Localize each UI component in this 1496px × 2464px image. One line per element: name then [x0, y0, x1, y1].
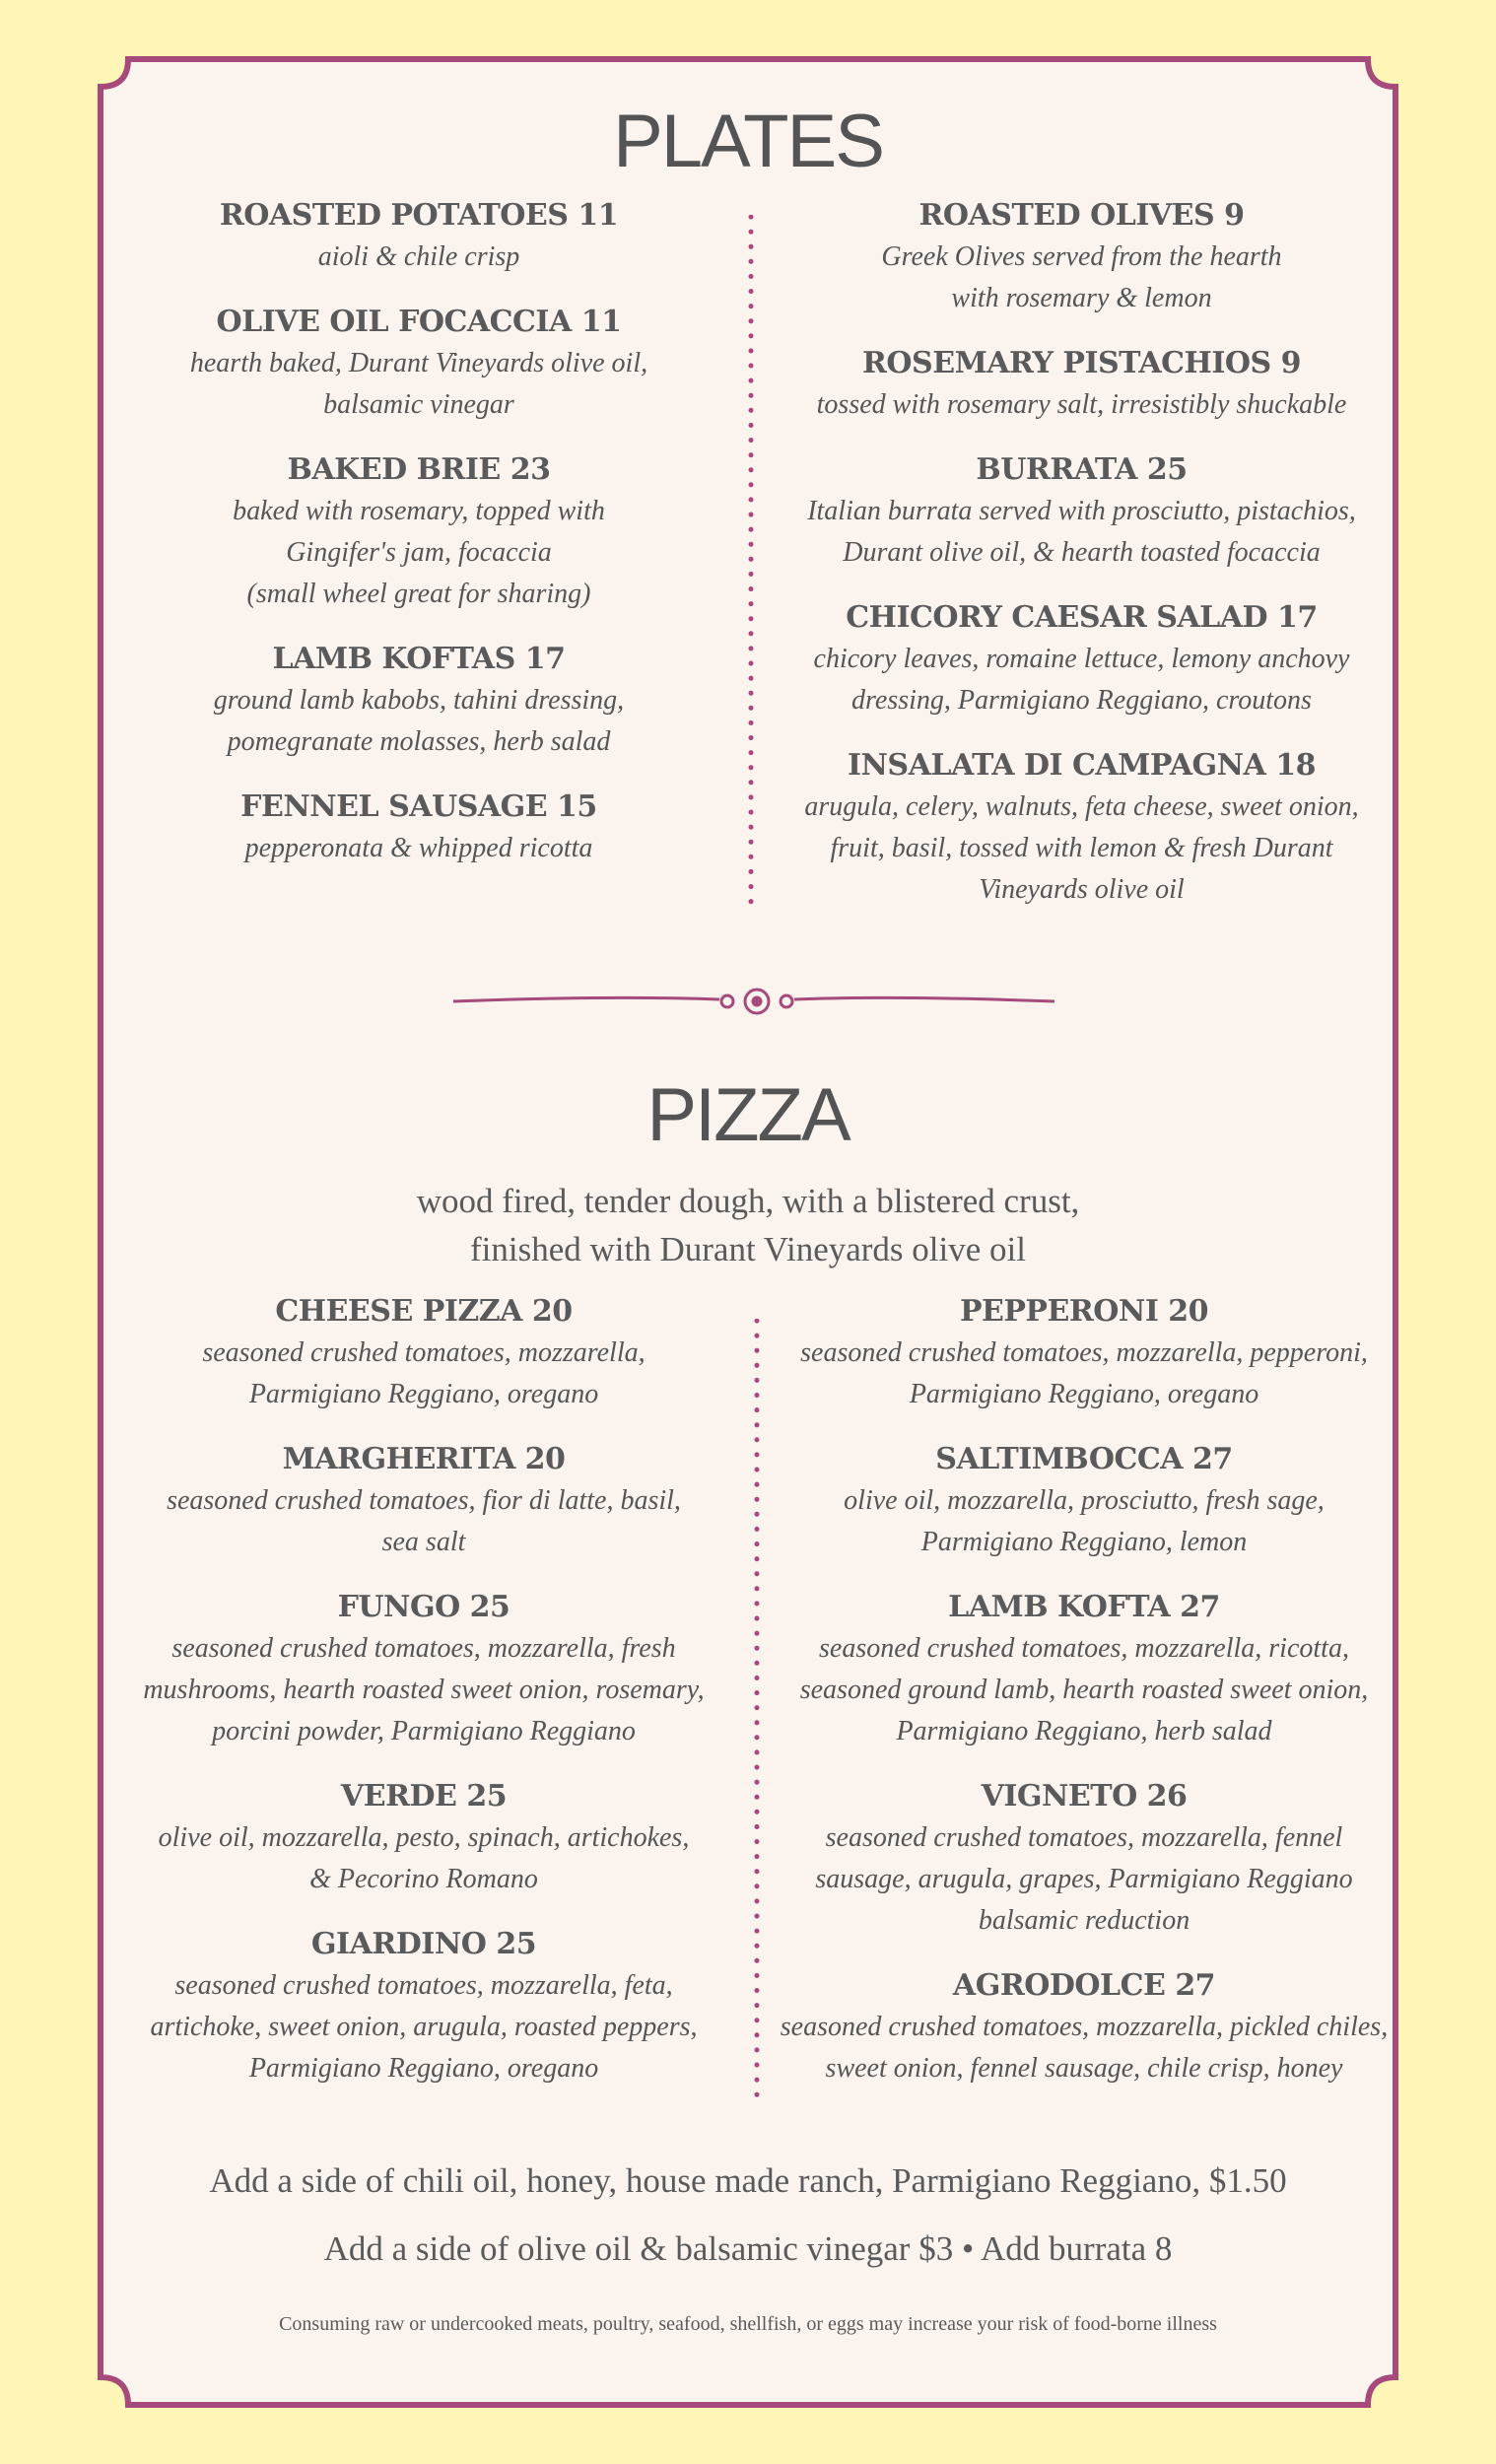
menu-item-name: PEPPERONI 20 [959, 1294, 1209, 1329]
menu-item-description [779, 787, 1385, 911]
description-line: Parmigiano Reggiano, lemon [920, 1527, 1248, 1557]
description-line: aioli & chile crisp [317, 241, 520, 272]
plates-left-column [123, 195, 714, 893]
menu-item-description [779, 237, 1385, 319]
menu-item [123, 1439, 724, 1563]
menu-item-name: BAKED BRIE 23 [287, 452, 551, 487]
description-line: seasoned crushed tomatoes, mozzarella, fresh [171, 1633, 676, 1664]
menu-item-name: ROASTED OLIVES 9 [918, 198, 1245, 233]
menu-item-description [123, 343, 714, 426]
description-line: balsamic vinegar [323, 389, 514, 420]
menu-item [123, 1924, 724, 2089]
menu-item-name: OLIVE OIL FOCACCIA 11 [216, 305, 622, 339]
menu-item-description [769, 1817, 1399, 1942]
description-line: Vineyards olive oil [979, 874, 1185, 905]
pizza-dotted-divider [751, 1319, 763, 2103]
description-line: sea salt [381, 1527, 466, 1557]
description-line: olive oil, mozzarella, prosciutto, fresh sage, [844, 1485, 1325, 1516]
menu-item-description [123, 237, 714, 278]
menu-item [779, 195, 1385, 319]
menu-item-description [769, 1480, 1399, 1563]
description-line: Parmigiano Reggiano, herb salad [896, 1716, 1272, 1746]
description-line: artichoke, sweet onion, arugula, roasted peppers, [150, 2012, 698, 2042]
description-line: Greek Olives served from the hearth [881, 241, 1282, 272]
description-line: & Pecorino Romano [309, 1864, 538, 1894]
description-line: Gingifer's jam, focaccia [286, 537, 552, 568]
menu-item [123, 639, 714, 763]
menu-item [123, 787, 714, 869]
description-line: arugula, celery, walnuts, feta cheese, sweet onion, [804, 791, 1359, 822]
menu-item [779, 745, 1385, 911]
menu-item-name: CHEESE PIZZA 20 [275, 1294, 573, 1329]
menu-item-description [123, 491, 714, 615]
description-line: dressing, Parmigiano Reggiano, croutons [851, 685, 1312, 716]
description-line: baked with rosemary, topped with [233, 496, 605, 526]
menu-item [769, 1291, 1399, 1415]
menu-item-name: ROSEMARY PISTACHIOS 9 [861, 346, 1302, 380]
menu-item-description [769, 2007, 1399, 2089]
description-line: pepperonata & whipped ricotta [244, 833, 593, 863]
description-line: porcini powder, Parmigiano Reggiano [212, 1716, 636, 1746]
description-line: seasoned ground lamb, hearth roasted sweet onion, [799, 1675, 1369, 1705]
description-line: Parmigiano Reggiano, oregano [248, 2053, 599, 2084]
description-line: seasoned crushed tomatoes, fior di latte, basil, [167, 1485, 681, 1516]
menu-item-description [123, 828, 714, 869]
pizza-right-column [769, 1291, 1399, 2113]
description-line: Italian burrata served with prosciutto, pistachios, [807, 496, 1356, 526]
menu-item-description [123, 1333, 724, 1415]
pizza-subtitle-line: wood fired, tender dough, with a blistered crust, [416, 1182, 1080, 1220]
pizza-subtitle-line: finished with Durant Vineyards olive oil [470, 1230, 1026, 1268]
description-line: sweet onion, fennel sausage, chile crisp, honey [825, 2053, 1343, 2084]
menu-item-description [779, 384, 1385, 426]
menu-item [123, 302, 714, 426]
menu-item [769, 1587, 1399, 1752]
description-line: tossed with rosemary salt, irresistibly shuckable [816, 389, 1347, 420]
menu-item [779, 449, 1385, 574]
menu-item-name: VIGNETO 26 [981, 1779, 1188, 1814]
pizza-subtitle [0, 1177, 1496, 1273]
menu-item-name: VERDE 25 [340, 1779, 508, 1814]
olive-oil-addon-line: Add a side of olive oil & balsamic vinegar $3 • Add burrata 8 [323, 2229, 1173, 2268]
menu-item-description [123, 1628, 724, 1752]
description-line: seasoned crushed tomatoes, mozzarella, pickled chiles, [780, 2012, 1389, 2042]
description-line: hearth baked, Durant Vineyards olive oil, [189, 348, 648, 378]
menu-item [123, 449, 714, 615]
description-line: pomegranate molasses, herb salad [227, 726, 611, 757]
menu-item-name: CHICORY CAESAR SALAD 17 [846, 600, 1318, 635]
description-line: olive oil, mozzarella, pesto, spinach, artichokes, [158, 1822, 690, 1853]
menu-item-name: LAMB KOFTAS 17 [272, 642, 566, 676]
description-line: fruit, basil, tossed with lemon & fresh Durant [830, 833, 1333, 863]
menu-item-description [769, 1628, 1399, 1752]
description-line: Parmigiano Reggiano, oregano [248, 1379, 599, 1409]
description-line: (small wheel great for sharing) [246, 579, 591, 609]
menu-item-name: INSALATA DI CAMPAGNA 18 [847, 748, 1317, 783]
menu-item-description [123, 680, 714, 763]
menu-item-name: LAMB KOFTA 27 [948, 1590, 1220, 1624]
menu-item [123, 1291, 724, 1415]
menu-item [123, 1776, 724, 1900]
menu-item-description [123, 1965, 724, 2089]
pizza-left-column [123, 1291, 724, 2113]
description-line: ground lamb kabobs, tahini dressing, [213, 685, 625, 716]
description-line: Durant olive oil, & hearth toasted focaccia [843, 537, 1321, 568]
menu-item-description [779, 491, 1385, 574]
side-addon-line: Add a side of chili oil, honey, house made ranch, Parmigiano Reggiano, $1.50 [209, 2161, 1287, 2200]
menu-item [769, 1965, 1399, 2089]
menu-item [123, 1587, 724, 1752]
plates-dotted-divider [745, 215, 757, 911]
description-line: balsamic reduction [978, 1905, 1190, 1936]
description-line: with rosemary & lemon [951, 283, 1212, 313]
menu-item-description [779, 639, 1385, 721]
description-line: seasoned crushed tomatoes, mozzarella, pepperoni, [800, 1337, 1368, 1368]
menu-item-name: BURRATA 25 [976, 452, 1188, 487]
menu-item-description [123, 1480, 724, 1563]
description-line: seasoned crushed tomatoes, mozzarella, ricotta, [819, 1633, 1349, 1664]
menu-item-name: SALTIMBOCCA 27 [935, 1442, 1233, 1476]
pizza-title: PIZZA [646, 1073, 850, 1157]
menu-item [779, 343, 1385, 426]
menu-item [123, 195, 714, 278]
menu-item [769, 1776, 1399, 1942]
description-line: chicory leaves, romaine lettuce, lemony anchovy [813, 644, 1350, 674]
health-disclaimer: Consuming raw or undercooked meats, poultry, seafood, shellfish, or eggs may increase your risk of food-borne illness [279, 2313, 1217, 2335]
description-line: sausage, arugula, grapes, Parmigiano Reggiano [815, 1864, 1353, 1894]
menu-item-description [769, 1333, 1399, 1415]
menu-item [779, 597, 1385, 721]
menu-item-description [123, 1817, 724, 1900]
plates-title: PLATES [613, 100, 883, 183]
plates-right-column [779, 195, 1385, 934]
menu-item-name: AGRODOLCE 27 [952, 1968, 1216, 2003]
menu-item-name: MARGHERITA 20 [282, 1442, 566, 1476]
menu-item-name: ROASTED POTATOES 11 [219, 198, 619, 233]
description-line: seasoned crushed tomatoes, mozzarella, [202, 1337, 646, 1368]
menu-item-name: FUNGO 25 [337, 1590, 510, 1624]
menu-item-name: FENNEL SAUSAGE 15 [240, 789, 597, 824]
menu-item-name: GIARDINO 25 [310, 1927, 537, 1961]
description-line: seasoned crushed tomatoes, mozzarella, feta, [174, 1970, 673, 2001]
description-line: seasoned crushed tomatoes, mozzarella, fennel [825, 1822, 1343, 1853]
menu-item [769, 1439, 1399, 1563]
description-line: Parmigiano Reggiano, oregano [909, 1379, 1259, 1409]
description-line: mushrooms, hearth roasted sweet onion, rosemary, [143, 1675, 705, 1705]
